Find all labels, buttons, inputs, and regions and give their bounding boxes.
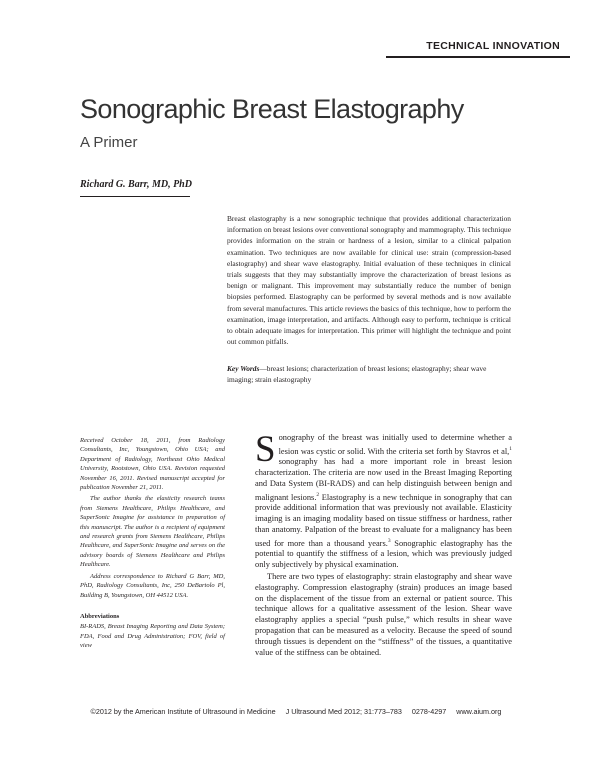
keywords-text: —breast lesions; characterization of breast lesions; elastography; shear wave imaging; strain elastography bbox=[227, 364, 487, 385]
header-rule bbox=[386, 56, 570, 58]
citation-2[interactable]: 2 bbox=[316, 491, 320, 498]
correspondence-note: Address correspondence to Richard G Barr, MD, PhD, Radiology Consultants, Inc, 250 DeBartolo Pl, Building B, Youngstown, OH 44512 USA. bbox=[80, 572, 225, 599]
acknowledgment-note: The author thanks the elasticity research teams from Siemens Healthcare, Philips Healthcare, and SuperSonic Imagine for assistance in preparation of this manuscript. The author is a recipient of equipment and research grants from Siemens Healthcare, Philips Healthcare, and SuperSonic Imagine and serves on the advisory boards of Siemens Healthcare and Philips Healthcare. bbox=[80, 495, 225, 569]
citation-1[interactable]: 1 bbox=[509, 445, 512, 452]
abbreviations-heading: Abbreviations bbox=[80, 612, 120, 620]
abbreviations-list: BI-RADS, Breast Imaging Reporting and Data System; FDA, Food and Drug Administration; FOV, field of view bbox=[80, 623, 225, 650]
body-text bbox=[255, 429, 512, 658]
body-paragraph-2: There are two types of elastography: strain elastography and shear wave elastography. Compression elastography (strain) produces an image based on the displacement of the tissue from an external or patient source. This technique allows for a qualitative assessment of the lesion. Shear wave elastography applies a special “push pulse,” which results in shear wave propagation that can be measured as a velocity. Because the speed of sound through tissues is dependent on the “stiffness” of the tissues, a quantitative value of the stiffness can be obtained. bbox=[255, 571, 512, 657]
footer-website[interactable]: www.aium.org bbox=[456, 707, 502, 716]
received-note: Received October 18, 2011, from Radiology Consultants, Inc, Youngstown, Ohio USA; and Department of Radiology, Northeast Ohio Medical University, Rootstown, Ohio USA. Revision requested November 16, 2011. Revised manuscript accepted for publication November 21, 2011. bbox=[80, 437, 225, 492]
footer-issn: 0278-4297 bbox=[411, 707, 447, 716]
body-paragraph-1 bbox=[255, 429, 512, 571]
keywords-label: Key Words bbox=[227, 364, 260, 373]
p1-part-b: sonography has had a more important role in breast lesion characterization. The criteria are now used in the Breast Imaging Reporting and Data System (BI-RADS) and can help distinguish between benign and malignant lesions. bbox=[255, 457, 512, 502]
p1-part-a: onography of the breast was initially used to determine whether a lesion was cystic or solid. With the criteria set forth by Stavros et al, bbox=[278, 433, 512, 456]
footer-copyright: ©2012 by the American Institute of Ultrasound in Medicine bbox=[90, 707, 276, 716]
p1-part-d: Sonographic elastography has the potential to quantify the stiffness of a lesion, which was previously judged only subjectively by physical examination. bbox=[255, 538, 512, 570]
citation-3[interactable]: 3 bbox=[387, 537, 391, 544]
p1-part-c: Elastography is a new technique in sonography that can provide additional information that was previously not available. Elasticity imaging is an imaging modality based on tissue stiffness or hardness, rather than anatomy. Palpation of the breast to evaluate for a malignancy has been used for more than a thousand years. bbox=[255, 492, 512, 548]
abstract: Breast elastography is a new sonographic technique that provides additional characterization information on breast lesions over conventional sonography and mammography. This technique provides information on the strain or hardness of a lesion, similar to a clinical palpation examination. Two techniques are now available for clinical use: strain (compression-based elastography) and shear wave elastography. Initial evaluation of these techniques in clinical trials suggests that they may substantially improve the characterization of breast lesions as benign or malignant. This improvement may substantially reduce the number of benign biopsies performed. Elastography can be performed by several methods and is now available from several manufactures. This article reviews the basics of this technique, how to perform the examination, image interpretation, and artifacts. Although easy to perform, technique is critical to obtain adequate images for interpretation. This primer will highlight the technique and point out common pitfalls. bbox=[227, 214, 511, 347]
page-footer bbox=[80, 707, 512, 716]
author-name: Richard G. Barr, MD, PhD bbox=[80, 179, 192, 190]
keywords bbox=[227, 363, 511, 385]
section-label: TECHNICAL INNOVATION bbox=[426, 40, 560, 52]
drop-cap: S bbox=[255, 429, 276, 470]
author-rule bbox=[80, 196, 190, 197]
article-subtitle: A Primer bbox=[80, 134, 138, 151]
article-notes bbox=[80, 436, 225, 651]
article-title: Sonographic Breast Elastography bbox=[80, 94, 464, 124]
footer-journal: J Ultrasound Med 2012; 31:773–783 bbox=[285, 707, 402, 716]
